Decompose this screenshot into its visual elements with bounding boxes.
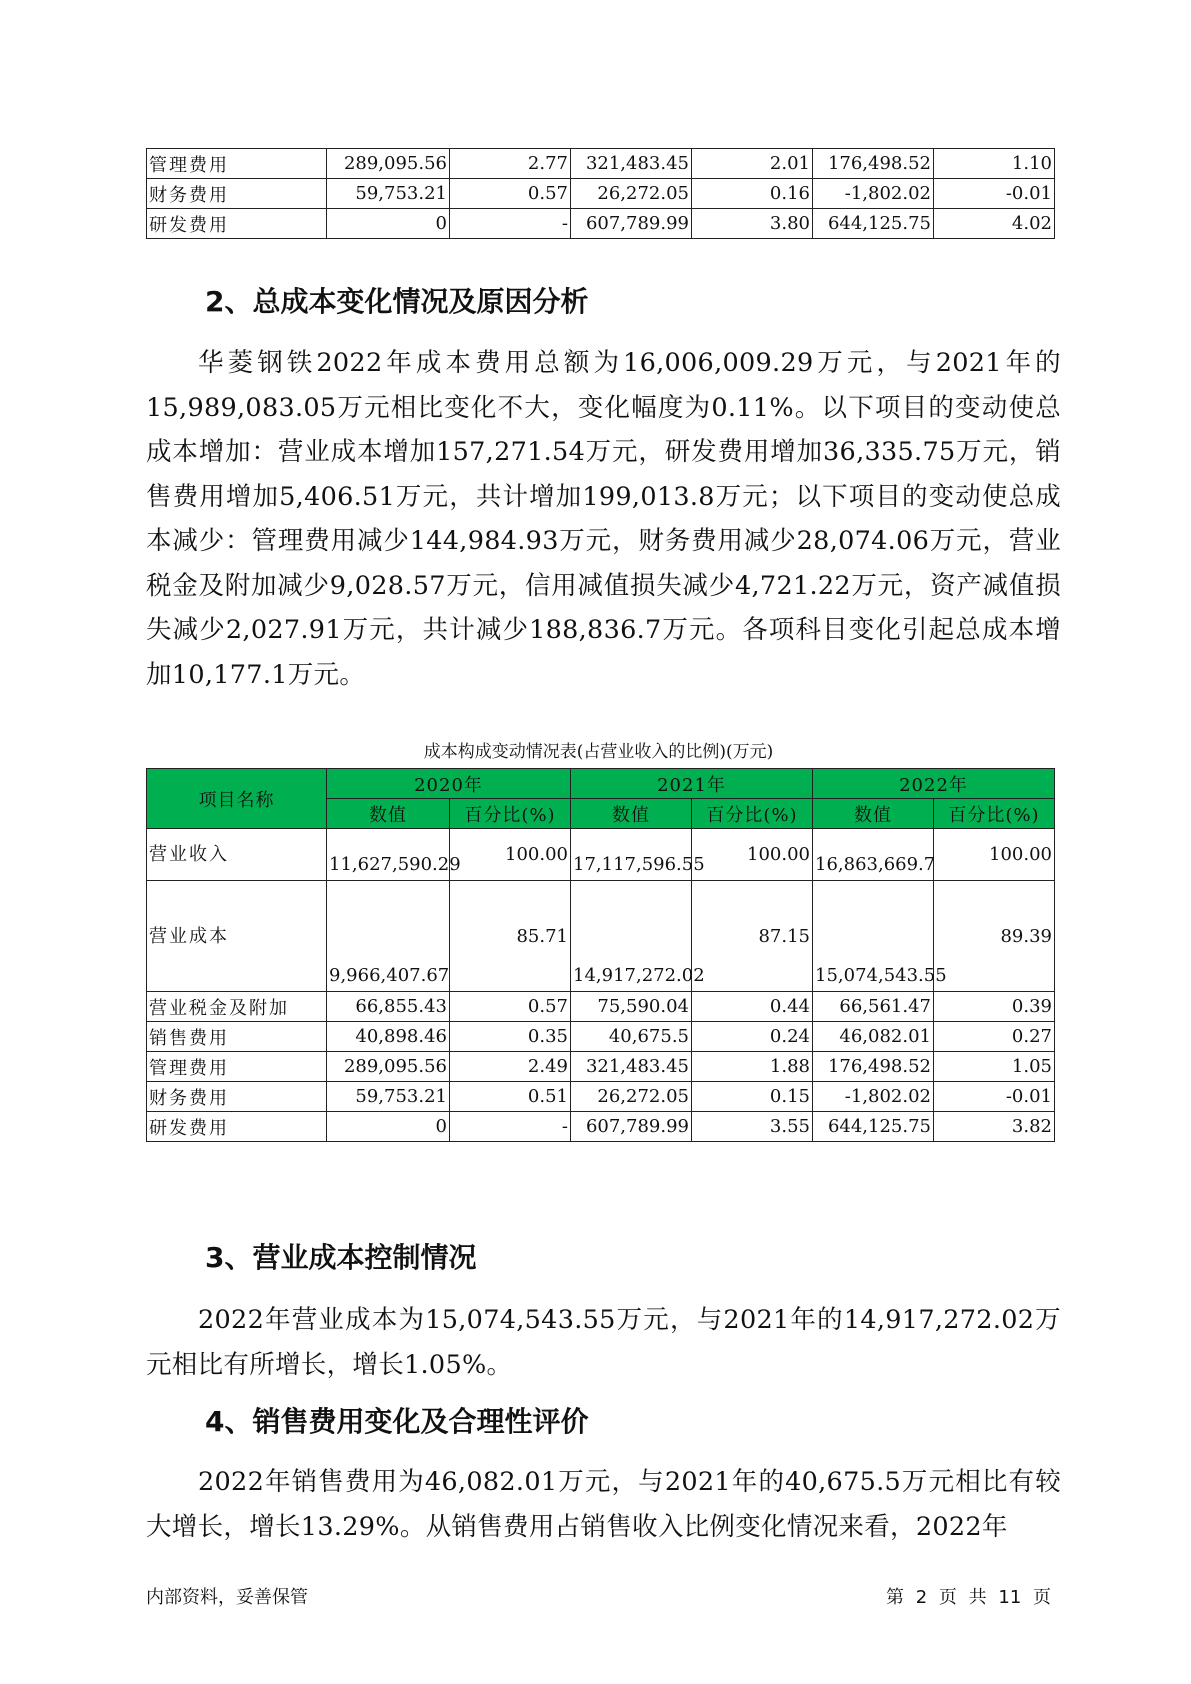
footer-page-number: 第 2 页 共 11 页 bbox=[886, 1587, 1051, 1608]
header-row-years bbox=[147, 769, 1055, 799]
value-2022: 644,125.75 bbox=[813, 209, 934, 239]
value-2021: 321,483.45 bbox=[571, 149, 692, 179]
row-name: 营业成本 bbox=[147, 881, 327, 992]
header-pct: 百分比(%) bbox=[450, 799, 571, 829]
value-2022: 15,074,543.55 bbox=[813, 881, 934, 992]
table-row bbox=[147, 1112, 1055, 1142]
value-2022: -1,802.02 bbox=[813, 179, 934, 209]
value-2021: 17,117,596.55 bbox=[571, 829, 692, 881]
pct-2022: 4.02 bbox=[934, 209, 1055, 239]
pct-2021: 1.88 bbox=[692, 1052, 813, 1082]
pct-2021: 3.55 bbox=[692, 1112, 813, 1142]
row-name: 营业收入 bbox=[147, 829, 327, 881]
pct-2022: -0.01 bbox=[934, 1082, 1055, 1112]
pct-2020: 0.57 bbox=[450, 179, 571, 209]
pct-2020: - bbox=[450, 209, 571, 239]
section-2-heading: 2、总成本变化情况及原因分析 bbox=[205, 285, 589, 318]
value-2021: 26,272.05 bbox=[571, 179, 692, 209]
pct-2020: 100.00 bbox=[450, 829, 571, 881]
value-2020: 9,966,407.67 bbox=[327, 881, 450, 992]
value-2020: 40,898.46 bbox=[327, 1022, 450, 1052]
value-2022: 16,863,669.7 bbox=[813, 829, 934, 881]
value-2020: 59,753.21 bbox=[327, 1082, 450, 1112]
section-3-heading: 3、营业成本控制情况 bbox=[205, 1241, 477, 1274]
row-name: 管理费用 bbox=[147, 149, 327, 179]
value-2020: 66,855.43 bbox=[327, 992, 450, 1022]
value-2021: 26,272.05 bbox=[571, 1082, 692, 1112]
value-2020: 59,753.21 bbox=[327, 179, 450, 209]
pct-2022: 89.39 bbox=[934, 881, 1055, 992]
pct-2021: 100.00 bbox=[692, 829, 813, 881]
table-row bbox=[147, 179, 1055, 209]
pct-2020: 2.77 bbox=[450, 149, 571, 179]
pct-2022: 0.27 bbox=[934, 1022, 1055, 1052]
cost-structure-table bbox=[146, 768, 1055, 1142]
top-cost-table bbox=[146, 148, 1055, 239]
row-name: 管理费用 bbox=[147, 1052, 327, 1082]
row-name: 研发费用 bbox=[147, 209, 327, 239]
header-value: 数值 bbox=[327, 799, 450, 829]
table-row bbox=[147, 1082, 1055, 1112]
pct-2020: 0.51 bbox=[450, 1082, 571, 1112]
pct-2021: 0.24 bbox=[692, 1022, 813, 1052]
pct-2022: 1.10 bbox=[934, 149, 1055, 179]
section-4-heading: 4、销售费用变化及合理性评价 bbox=[205, 1405, 589, 1438]
section-3-paragraph: 2022年营业成本为15,074,543.55万元，与2021年的14,917,272.02万元相比有所增长，增长1.05%。 bbox=[146, 1305, 1061, 1380]
value-2021: 40,675.5 bbox=[571, 1022, 692, 1052]
value-2020: 289,095.56 bbox=[327, 1052, 450, 1082]
row-name: 研发费用 bbox=[147, 1112, 327, 1142]
pct-2021: 0.16 bbox=[692, 179, 813, 209]
pct-2020: 2.49 bbox=[450, 1052, 571, 1082]
value-2022: 46,082.01 bbox=[813, 1022, 934, 1052]
value-2021: 607,789.99 bbox=[571, 209, 692, 239]
header-year-2020: 2020年 bbox=[327, 769, 571, 799]
value-2021: 607,789.99 bbox=[571, 1112, 692, 1142]
table-row bbox=[147, 1022, 1055, 1052]
pct-2020: 85.71 bbox=[450, 881, 571, 992]
header-year-2022: 2022年 bbox=[813, 769, 1055, 799]
pct-2021: 0.44 bbox=[692, 992, 813, 1022]
pct-2020: - bbox=[450, 1112, 571, 1142]
pct-2021: 2.01 bbox=[692, 149, 813, 179]
section-2-paragraph: 华菱钢铁2022年成本费用总额为16,006,009.29万元，与2021年的15,989,083.05万元相比变化不大，变化幅度为0.11%。以下项目的变动使总成本增加：营业成本增加157,271.54万元，研发费用增加36,335.75万元，销售费用增加5,406.51万元，共计增加199,013.8万元；以下项目的变动使总成本减少：管理费用减少144,984.93万元，财务费用减少28,074.06万元，营业税金及附加减少9,028.57万元，信用减值损失减少4,721.22万元，资产减值损失减少2,027.91万元，共计减少188,836.7万元。各项科目变化引起总成本增加10,177.1万元。 bbox=[146, 348, 1061, 690]
pct-2022: 100.00 bbox=[934, 829, 1055, 881]
table-row bbox=[147, 209, 1055, 239]
value-2020: 0 bbox=[327, 1112, 450, 1142]
row-name: 财务费用 bbox=[147, 179, 327, 209]
table-caption: 成本构成变动情况表(占营业收入的比例)(万元) bbox=[423, 742, 774, 762]
table-row bbox=[147, 992, 1055, 1022]
pct-2020: 0.35 bbox=[450, 1022, 571, 1052]
pct-2021: 87.15 bbox=[692, 881, 813, 992]
pct-2020: 0.57 bbox=[450, 992, 571, 1022]
value-2021: 75,590.04 bbox=[571, 992, 692, 1022]
pct-2021: 3.80 bbox=[692, 209, 813, 239]
header-pct: 百分比(%) bbox=[692, 799, 813, 829]
pct-2022: 0.39 bbox=[934, 992, 1055, 1022]
value-2022: 176,498.52 bbox=[813, 149, 934, 179]
pct-2022: -0.01 bbox=[934, 179, 1055, 209]
table-row bbox=[147, 149, 1055, 179]
value-2021: 14,917,272.02 bbox=[571, 881, 692, 992]
row-name: 营业税金及附加 bbox=[147, 992, 327, 1022]
value-2022: -1,802.02 bbox=[813, 1082, 934, 1112]
value-2021: 321,483.45 bbox=[571, 1052, 692, 1082]
header-item-name: 项目名称 bbox=[147, 769, 327, 829]
pct-2021: 0.15 bbox=[692, 1082, 813, 1112]
value-2020: 289,095.56 bbox=[327, 149, 450, 179]
header-value: 数值 bbox=[571, 799, 692, 829]
pct-2022: 3.82 bbox=[934, 1112, 1055, 1142]
header-value: 数值 bbox=[813, 799, 934, 829]
table-row bbox=[147, 829, 1055, 881]
table-row bbox=[147, 881, 1055, 992]
value-2020: 11,627,590.29 bbox=[327, 829, 450, 881]
value-2022: 176,498.52 bbox=[813, 1052, 934, 1082]
value-2022: 644,125.75 bbox=[813, 1112, 934, 1142]
table-row bbox=[147, 1052, 1055, 1082]
header-year-2021: 2021年 bbox=[571, 769, 813, 799]
section-4-paragraph: 2022年销售费用为46,082.01万元，与2021年的40,675.5万元相比有较大增长，增长13.29%。从销售费用占销售收入比例变化情况来看，2022年 bbox=[146, 1467, 1061, 1542]
header-pct: 百分比(%) bbox=[934, 799, 1055, 829]
value-2022: 66,561.47 bbox=[813, 992, 934, 1022]
value-2020: 0 bbox=[327, 209, 450, 239]
pct-2022: 1.05 bbox=[934, 1052, 1055, 1082]
row-name: 销售费用 bbox=[147, 1022, 327, 1052]
row-name: 财务费用 bbox=[147, 1082, 327, 1112]
footer-confidential-note: 内部资料，妥善保管 bbox=[146, 1587, 308, 1608]
